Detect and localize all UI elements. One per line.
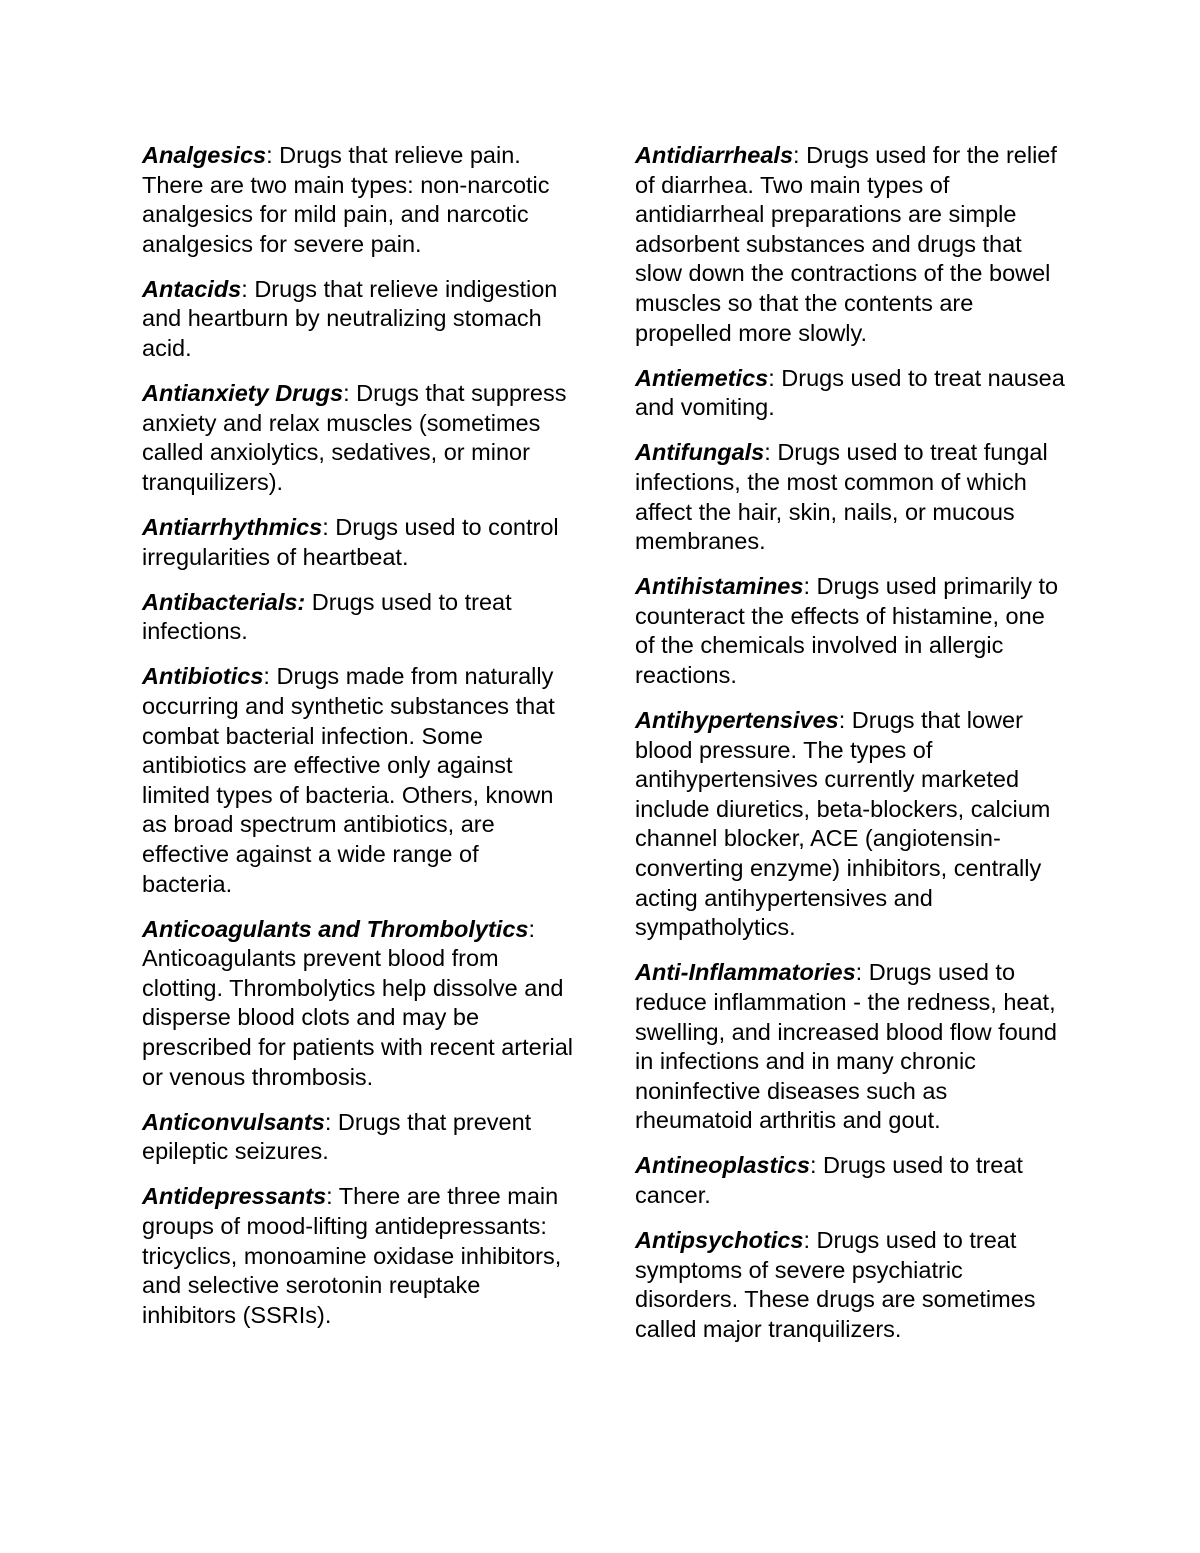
entry-definition: Drugs used to control irregularities of heartbeat. (142, 514, 559, 570)
entry-term: Antibiotics (142, 663, 264, 690)
entry-antipsychotics (635, 1226, 1067, 1344)
entry-definition: Anticoagulants prevent blood from clotting. Thrombolytics help dissolve and disperse blood clots and may be prescribed for patients with recent arterial or venous thrombosis. (142, 945, 574, 1090)
entry-antianxiety-drugs (142, 379, 574, 497)
entry-term: Antifungals (635, 439, 765, 466)
entry-antibacterials (142, 588, 574, 647)
entry-separator: : (326, 1183, 339, 1210)
entry-definition: Drugs used to treat nausea and vomiting. (635, 364, 1065, 421)
entry-separator: : (322, 514, 336, 541)
entry-antidiarrheals (635, 141, 1067, 348)
entry-anticoagulants-and-thrombolytics (142, 915, 574, 1093)
entry-term: Antihistamines (635, 573, 804, 600)
entry-separator: : (764, 439, 778, 466)
entry-term: Antineoplastics (635, 1152, 810, 1179)
entry-term: Anticonvulsants (142, 1108, 325, 1135)
entry-separator: : (803, 1227, 817, 1254)
left-column (142, 141, 574, 1346)
entry-separator: : (768, 364, 782, 391)
entry-separator: : (793, 142, 807, 168)
entry-term: Antidiarrheals (635, 142, 794, 168)
entry-antihistamines (635, 572, 1067, 690)
entry-term: Antiemetics (635, 364, 769, 391)
entry-analgesics (142, 141, 574, 259)
entry-definition: Drugs used to treat fungal infections, the most common of which affect the hair, skin, nails, or mucous membranes. (635, 439, 1048, 555)
right-column (635, 141, 1067, 1360)
entry-definition: There are three main groups of mood-lifting antidepressants: tricyclics, monoamine oxidase inhibitors, and selective serotonin reuptake inhibitors (SSRIs). (142, 1183, 562, 1328)
entry-term: Antipsychotics (635, 1227, 804, 1254)
entry-antiarrhythmics (142, 513, 574, 572)
entry-definition: Drugs used to treat cancer. (635, 1152, 1023, 1208)
entry-separator: : (263, 663, 277, 690)
entry-antineoplastics (635, 1151, 1067, 1210)
entry-term: Antibacterials: (142, 588, 306, 615)
entry-term: Antiarrhythmics (142, 514, 323, 541)
entry-term: Antianxiety Drugs (142, 380, 344, 407)
entry-definition: Drugs that lower blood pressure. The types of antihypertensives currently marketed include diuretics, beta-blockers, calcium channel blocker, ACE (angiotensin- converting enzyme) inhibitors, centrally acting antihypertensives and sympatholytics. (635, 707, 1051, 941)
entry-term: Anti-Inflammatories (635, 959, 856, 986)
entry-definition: Drugs used primarily to counteract the effects of histamine, one of the chemicals involved in allergic reactions. (635, 573, 1059, 688)
entry-definition: Drugs made from naturally occurring and synthetic substances that combat bacterial infection. Some antibiotics are effective only against limited types of bacteria. Others, known as broad spectrum antibiotics, are effective against a wide range of bacteria. (142, 663, 555, 897)
entry-term: Antihypertensives (635, 707, 839, 734)
entry-definition: Drugs used to reduce inflammation - the redness, heat, swelling, and increased blood flow found in infections and in many chronic noninfective diseases such as rheumatoid arthritis and gout. (635, 959, 1057, 1134)
entry-separator: : (266, 142, 280, 168)
entry-definition: Drugs used to treat symptoms of severe psychiatric disorders. These drugs are sometimes called major tranquilizers. (635, 1227, 1036, 1342)
entry-definition: Drugs that suppress anxiety and relax muscles (sometimes called anxiolytics, sedatives, or minor tranquilizers). (142, 380, 567, 495)
entry-definition: Drugs that prevent epileptic seizures. (142, 1108, 532, 1165)
entry-antihypertensives (635, 706, 1067, 943)
entry-antiemetics (635, 364, 1067, 423)
entry-separator: : (324, 1108, 338, 1135)
entry-definition: Drugs used to treat infections. (142, 588, 512, 645)
entry-separator: : (809, 1152, 824, 1179)
entry-antidepressants (142, 1182, 574, 1330)
entry-term: Analgesics (142, 142, 267, 168)
entry-antifungals (635, 438, 1067, 556)
entry-separator: : (855, 959, 869, 986)
entry-term: Antidepressants (142, 1183, 327, 1210)
entry-term: Anticoagulants and Thrombolytics (142, 915, 529, 942)
entry-definition: Drugs used for the relief of diarrhea. Two main types of antidiarrheal preparations are simple adsorbent substances and drugs that slow down the contractions of the bowel muscles so that the contents are propelled more slowly. (635, 142, 1057, 346)
entry-separator: : (803, 573, 817, 600)
entry-term: Antacids (142, 275, 242, 302)
entry-separator: : (241, 275, 255, 302)
entry-antacids (142, 275, 574, 364)
entry-anti-inflammatories (635, 958, 1067, 1136)
entry-definition: Drugs that relieve indigestion and heartburn by neutralizing stomach acid. (142, 275, 558, 362)
entry-anticonvulsants (142, 1108, 574, 1167)
entry-definition: Drugs that relieve pain. There are two main types: non-narcotic analgesics for mild pain, and narcotic analgesics for severe pain. (142, 142, 550, 257)
entry-antibiotics (142, 662, 574, 899)
entry-separator: : (838, 707, 852, 734)
entry-separator: : (343, 380, 357, 407)
entry-separator: : (528, 915, 536, 942)
